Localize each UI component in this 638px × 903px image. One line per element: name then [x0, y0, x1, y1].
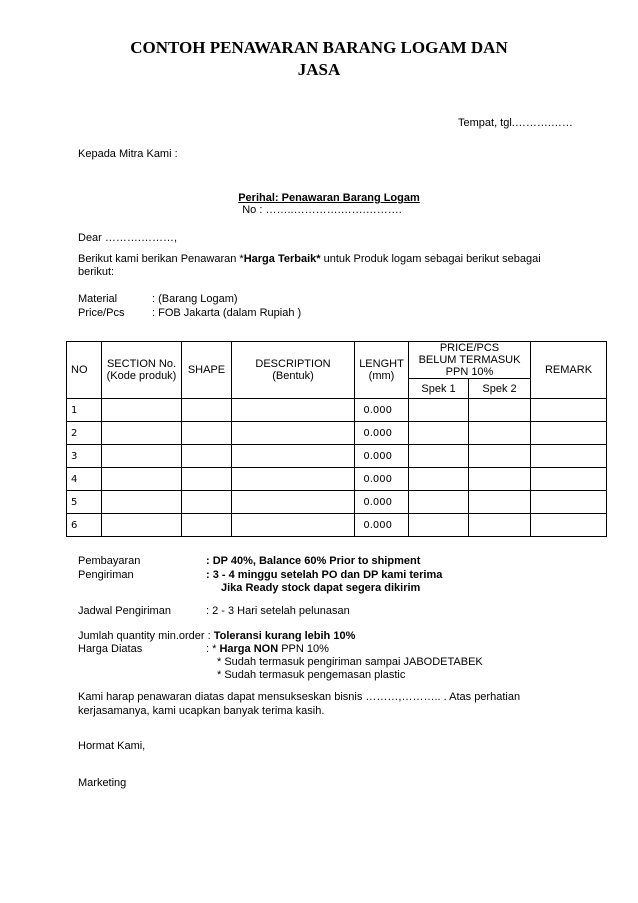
header-price — [409, 342, 531, 379]
material-value: : (Barang Logam) — [152, 293, 238, 305]
place-date: Tempat, tgl.……….…… — [458, 117, 573, 129]
header-section — [102, 342, 182, 399]
regards: Hormat Kami, — [78, 740, 146, 752]
header-description-line2: (Bentuk) — [272, 370, 314, 382]
header-price-line2: BELUM TERMASUK — [418, 354, 521, 366]
closing-paragraph: Kami harap penawaran diatas dapat mensukseskan bisnis ………,……….. . Atas perhatian kerjasamanya, kami ucapkan banyak terima kasih. — [78, 691, 521, 717]
header-description — [232, 342, 355, 399]
recipient: Kepada Mitra Kami : — [78, 148, 178, 160]
row-remark-cell — [531, 445, 607, 468]
row-description-cell — [232, 514, 355, 537]
header-spec2: Spek 2 — [469, 379, 531, 399]
row-spec1-cell — [409, 491, 469, 514]
payment-line — [78, 555, 420, 568]
table-row — [67, 468, 607, 491]
header-section-line2: (Kode produk) — [106, 370, 177, 382]
row-spec1-cell — [409, 422, 469, 445]
table-row — [67, 514, 607, 537]
row-description-cell — [232, 445, 355, 468]
table-row — [67, 399, 607, 422]
price-above-label: Harga Diatas — [78, 643, 143, 655]
price-pcs-label: Price/Pcs — [78, 307, 125, 319]
schedule-value: : 2 - 3 Hari setelah pelunasan — [206, 605, 350, 617]
table-row — [67, 445, 607, 468]
header-length — [355, 342, 409, 399]
row-no-cell: 3 — [67, 445, 102, 468]
header-length-line1: LENGHT — [359, 358, 404, 370]
price-table — [66, 341, 607, 537]
price-above-bold: Harga NON — [219, 643, 279, 655]
row-length-cell: 0.000 — [355, 468, 409, 491]
row-shape-cell — [182, 445, 232, 468]
row-length-cell: 0.000 — [355, 514, 409, 537]
row-description-cell — [232, 491, 355, 514]
row-length-cell: 0.000 — [355, 422, 409, 445]
document-title — [0, 37, 638, 81]
row-section-cell — [102, 399, 182, 422]
header-no: NO — [67, 342, 102, 399]
table-row — [67, 422, 607, 445]
header-remark: REMARK — [531, 342, 607, 399]
row-spec1-cell — [409, 445, 469, 468]
min-order-line — [78, 630, 355, 643]
row-no-cell: 4 — [67, 468, 102, 491]
row-shape-cell — [182, 399, 232, 422]
row-no-cell: 2 — [67, 422, 102, 445]
row-section-cell — [102, 445, 182, 468]
row-shape-cell — [182, 468, 232, 491]
row-spec2-cell — [469, 399, 531, 422]
header-price-line1: PRICE/PCS — [439, 342, 500, 354]
row-spec2-cell — [469, 468, 531, 491]
price-pcs-value: : FOB Jakarta (dalam Rupiah ) — [152, 307, 302, 319]
title-line-1: CONTOH PENAWARAN BARANG LOGAM DAN — [130, 38, 508, 57]
min-order-sep: : — [204, 630, 214, 642]
header-row — [67, 342, 607, 379]
row-shape-cell — [182, 514, 232, 537]
title-line-2: JASA — [297, 60, 341, 79]
subject-label: Perihal: Penawaran Barang Logam — [238, 192, 420, 204]
row-remark-cell — [531, 422, 607, 445]
greeting: Dear ……….………, — [78, 232, 178, 244]
header-shape: SHAPE — [182, 342, 232, 399]
header-length-line2: (mm) — [368, 370, 395, 382]
row-length-cell: 0.000 — [355, 445, 409, 468]
row-no-cell: 1 — [67, 399, 102, 422]
row-shape-cell — [182, 491, 232, 514]
intro-post: untuk Produk logam sebagai berikut sebagai berikut: — [78, 253, 541, 278]
intro-bold: Harga Terbaik* — [243, 253, 321, 265]
table-row — [67, 491, 607, 514]
row-remark-cell — [531, 468, 607, 491]
row-spec2-cell — [469, 445, 531, 468]
price-above-pre: : * — [206, 643, 220, 655]
row-spec2-cell — [469, 422, 531, 445]
row-remark-cell — [531, 514, 607, 537]
min-order-label: Jumlah quantity min.order — [78, 630, 205, 642]
price-note-2: * Sudah termasuk pengemasan plastic — [217, 669, 406, 681]
payment-label: Pembayaran — [78, 555, 141, 567]
payment-value: : DP 40%, Balance 60% Prior to shipment — [206, 555, 421, 567]
row-length-cell: 0.000 — [355, 399, 409, 422]
shipping-line — [78, 569, 442, 582]
schedule-label: Jadwal Pengiriman — [78, 605, 171, 617]
row-section-cell — [102, 422, 182, 445]
row-description-cell — [232, 399, 355, 422]
schedule-line — [78, 605, 350, 618]
row-shape-cell — [182, 422, 232, 445]
subject-block — [0, 192, 638, 216]
row-no-cell: 6 — [67, 514, 102, 537]
row-section-cell — [102, 468, 182, 491]
signer: Marketing — [78, 777, 127, 789]
price-above-post: PPN 10% — [278, 643, 329, 655]
subject-number: No : ……..………….…….………. — [242, 204, 402, 216]
row-remark-cell — [531, 399, 607, 422]
intro-pre: Berikut kami berikan Penawaran * — [78, 253, 244, 265]
intro-paragraph — [78, 253, 548, 279]
row-length-cell: 0.000 — [355, 491, 409, 514]
row-spec1-cell — [409, 514, 469, 537]
row-spec1-cell — [409, 468, 469, 491]
min-order-value: Toleransi kurang lebih 10% — [213, 630, 356, 642]
row-section-cell — [102, 514, 182, 537]
shipping-value: : 3 - 4 minggu setelah PO dan DP kami terima — [206, 569, 443, 581]
row-section-cell — [102, 491, 182, 514]
header-section-line1: SECTION No. — [106, 358, 177, 370]
header-description-line1: DESCRIPTION — [255, 358, 331, 370]
shipping-value-2: Jika Ready stock dapat segera dikirim — [221, 582, 421, 594]
price-pcs-line — [78, 306, 301, 320]
price-above-line — [78, 643, 329, 656]
material-line — [78, 292, 238, 306]
header-price-line3: PPN 10% — [445, 366, 494, 378]
row-remark-cell — [531, 491, 607, 514]
row-no-cell: 5 — [67, 491, 102, 514]
shipping-label: Pengiriman — [78, 569, 134, 581]
row-description-cell — [232, 468, 355, 491]
row-description-cell — [232, 422, 355, 445]
material-label: Material — [78, 293, 118, 305]
row-spec2-cell — [469, 514, 531, 537]
price-note-1: * Sudah termasuk pengiriman sampai JABODETABEK — [217, 656, 483, 668]
header-spec1: Spek 1 — [409, 379, 469, 399]
row-spec1-cell — [409, 399, 469, 422]
row-spec2-cell — [469, 491, 531, 514]
